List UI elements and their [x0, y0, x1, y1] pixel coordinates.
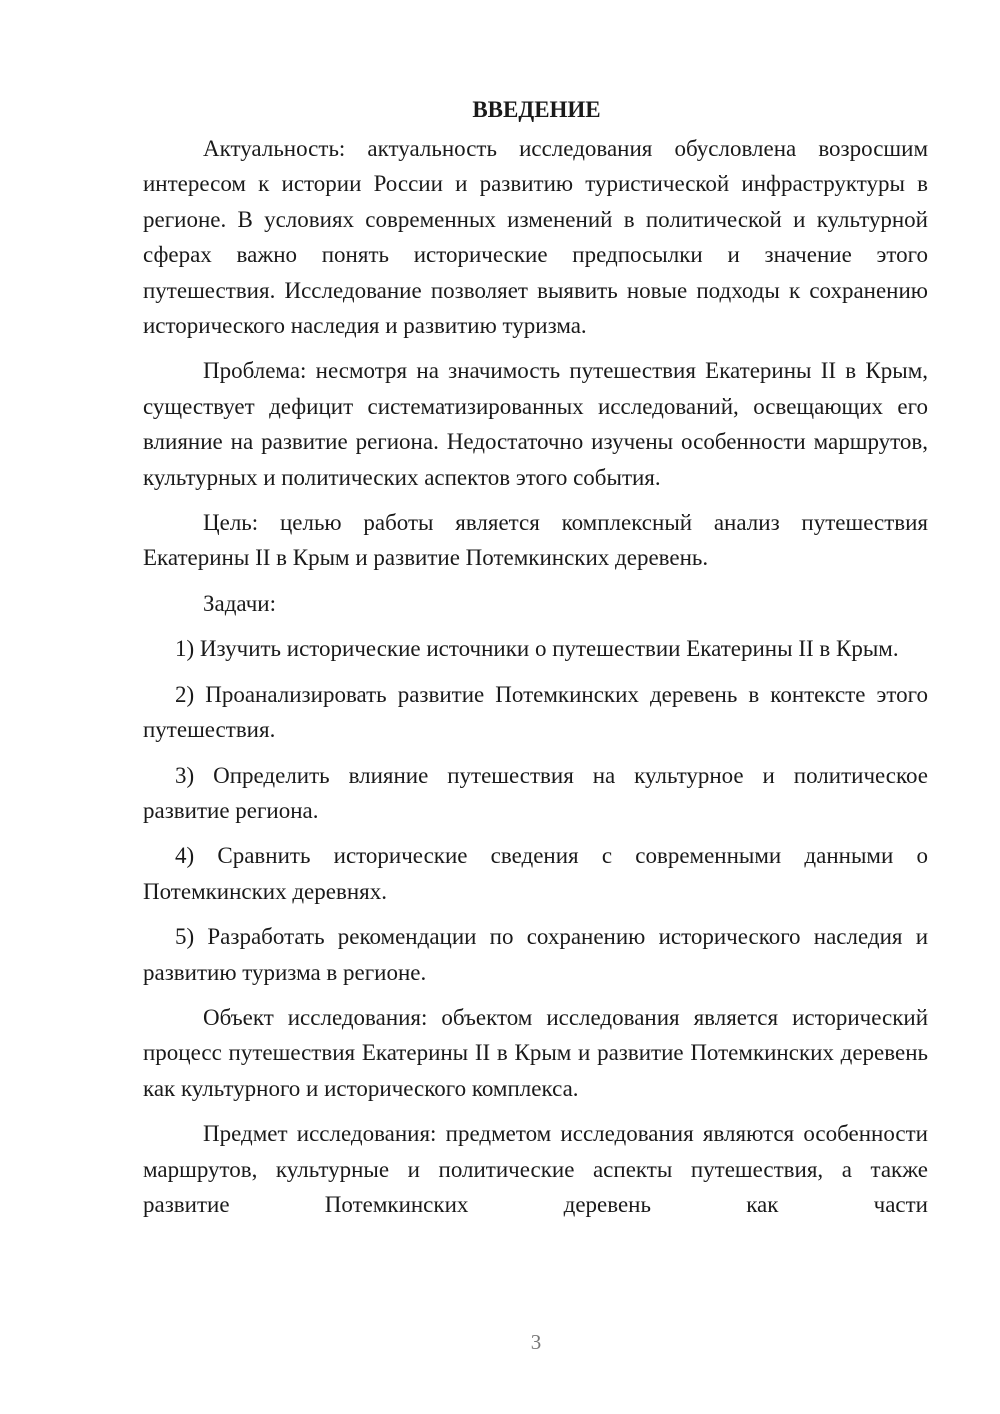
- subject-paragraph: Предмет исследования: предметом исследования являются особенности маршрутов, культурные и политические аспекты путешествия, а также развитие Потемкинских деревень как части: [143, 1121, 928, 1217]
- goal-paragraph: Цель: целью работы является комплексный анализ путешествия Екатерины II в Крым и развитие Потемкинских деревень.: [143, 510, 928, 571]
- problem-paragraph: Проблема: несмотря на значимость путешествия Екатерины II в Крым, существует дефицит систематизированных исследований, освещающих его влияние на развитие региона. Недостаточно изучены особенности маршрутов, культурных и политических аспектов этого события.: [143, 358, 928, 490]
- list-item: 3) Определить влияние путешествия на культурное и политическое развитие региона.: [143, 762, 928, 823]
- list-item: 5) Разработать рекомендации по сохранению исторического наследия и развитию туризма в регионе.: [143, 924, 928, 985]
- tasks-heading: Задачи:: [203, 590, 276, 616]
- relevance-paragraph: Актуальность: актуальность исследования обусловлена возросшим интересом к истории России и развитию туристической инфраструктуры в регионе. В условиях современных изменений в политической и культурной сферах важно понять исторические предпосылки и значение этого путешествия. Исследование позволяет выявить новые подходы к сохранению исторического наследия и развитию туризма.: [143, 136, 928, 339]
- list-item: 2) Проанализировать развитие Потемкинских деревень в контексте этого путешествия.: [143, 681, 928, 743]
- object-paragraph: Объект исследования: объектом исследования является исторический процесс путешествия Екатерины II в Крым и развитие Потемкинских деревень как культурного и исторического комплекса.: [143, 1004, 928, 1101]
- page-title: ВВЕДЕНИЕ: [472, 97, 601, 122]
- document-page: [143, 92, 928, 1222]
- list-item: 1) Изучить исторические источники о путешествии Екатерины II в Крым.: [175, 636, 899, 662]
- page-number: 3: [530, 1330, 542, 1354]
- tasks-list: [143, 631, 928, 990]
- list-item: 4) Сравнить исторические сведения с современными данными о Потемкинских деревнях.: [143, 843, 928, 904]
